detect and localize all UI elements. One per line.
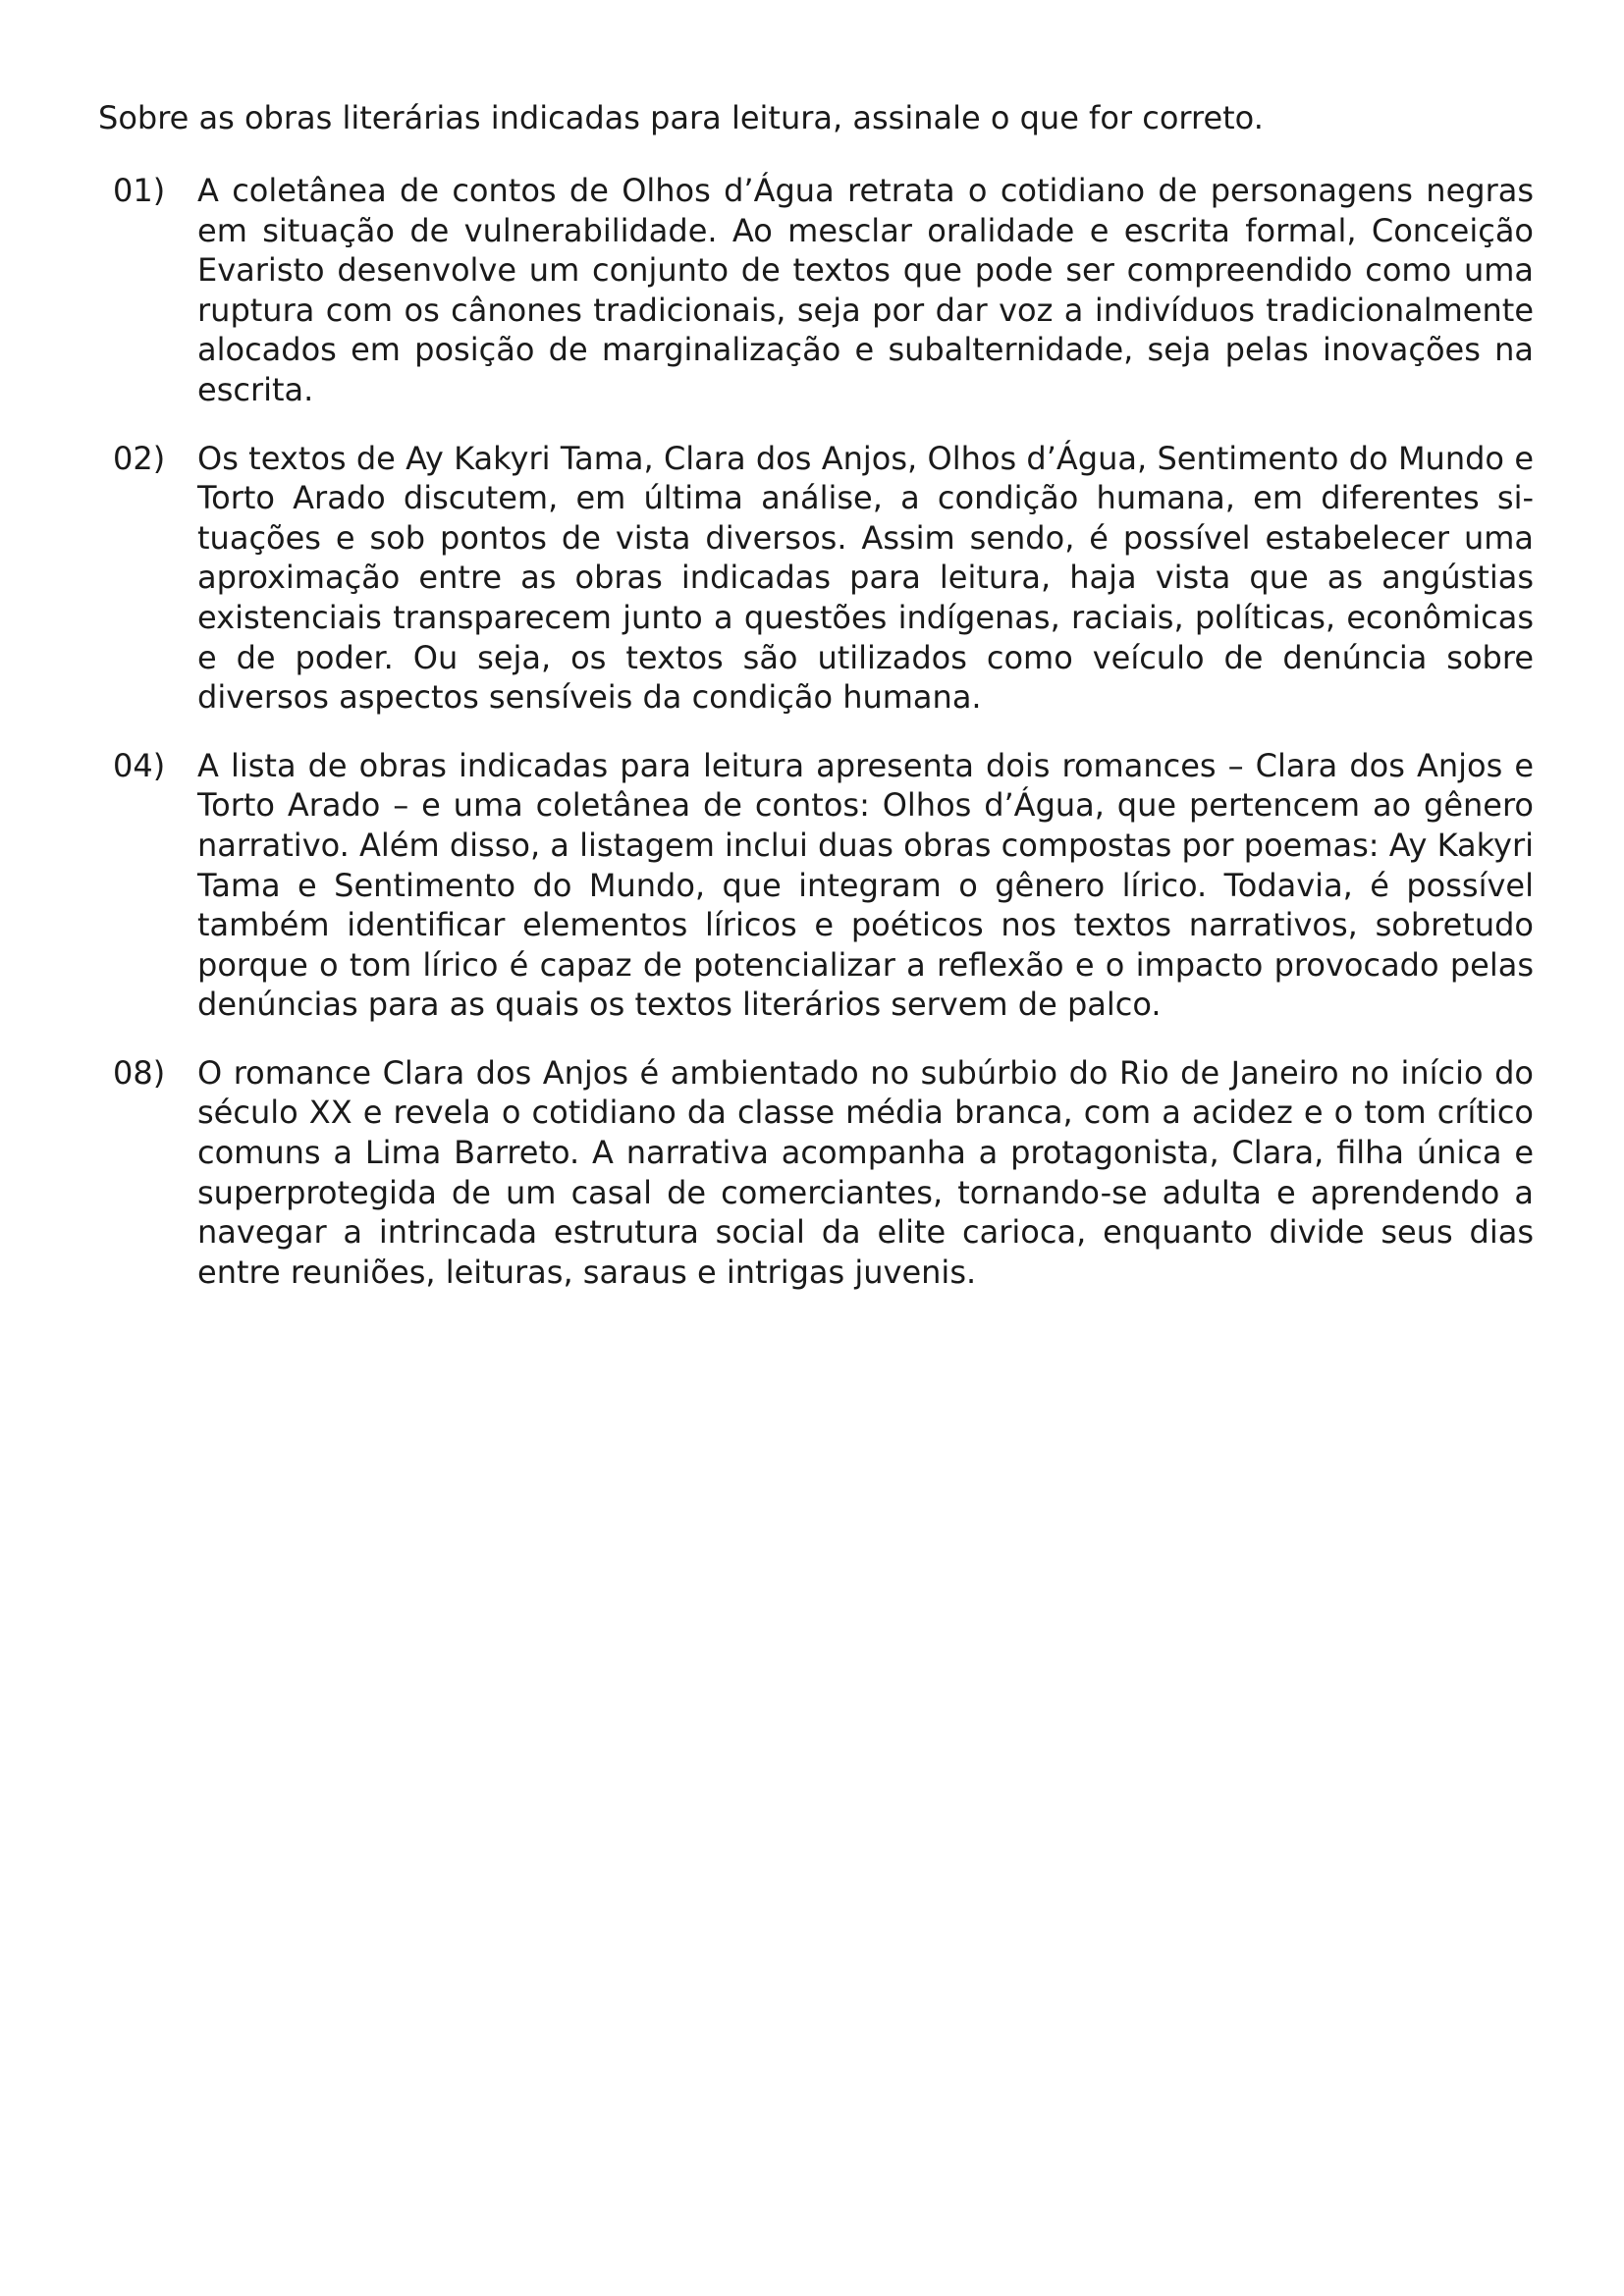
option-number: 04)	[113, 746, 166, 784]
option-text: A coletânea de contos de Olhos d’Água retrata o cotidiano de personagens negras em situação de vulnerabilidade. Ao mesclar oralidade e escrita formal, Conceição Evaristo desenvolve um conjunto de textos que pode ser compreendido como uma ruptura com os cânones tradicionais, seja por dar voz a indivíduos tradicionalmente alocados em posição de marginalização e subalternidade, seja pelas inovações na escrita.	[197, 172, 1534, 408]
question-page	[98, 98, 1534, 1320]
question-prompt: Sobre as obras literárias indicadas para leitura, assinale o que for correto.	[98, 99, 1264, 136]
option-text: Os textos de Ay Kakyri Tama, Clara dos Anjos, Olhos d’Água, Sentimento do Mundo e Torto Arado discutem, em última análise, a condição humana, em diferentes situações e sob pontos de vista diversos. Assim sendo, é possível estabelecer uma aproximação entre as obras indicadas para leitura, haja vista que as angústias existenciais transparecem junto a questões indígenas, raciais, políticas, econômicas e de poder. Ou seja, os textos são utilizados como veículo de denúncia sobre diversos aspectos sensíveis da condição humana.	[197, 439, 1534, 717]
option-item-02	[98, 439, 1534, 718]
option-item-01	[98, 171, 1534, 410]
option-number: 02)	[113, 439, 166, 477]
option-text: O romance Clara dos Anjos é ambientado no subúrbio do Rio de Janeiro no início do século XX e revela o cotidiano da classe média branca, com a acidez e o tom crítico comuns a Lima Barreto. A narrativa acompanha a protagonista, Clara, filha única e superprotegida de um casal de comerciantes, tornando-se adulta e aprendendo a navegar a intrincada estrutura social da elite carioca, enquanto divide seus dias entre reuniões, leituras, saraus e intrigas juvenis.	[197, 1053, 1534, 1291]
option-text: A lista de obras indicadas para leitura apresenta dois romances – Clara dos Anjos e Torto Arado – e uma coletânea de contos: Olhos d’Água, que pertencem ao gênero narrativo. Além disso, a listagem inclui duas obras compostas por poemas: Ay Kakyri Tama e Sentimento do Mundo, que integram o gênero lírico. Todavia, é possível também identificar elementos líricos e poéticos nos textos narrativos, sobretudo porque o tom lírico é capaz de potencializar a reflexão e o impacto provocado pelas denúncias para as quais os textos literários servem de palco.	[197, 746, 1534, 1024]
option-number: 08)	[113, 1053, 166, 1092]
option-number: 01)	[113, 172, 166, 209]
option-item-08	[98, 1053, 1534, 1293]
option-item-04	[98, 746, 1534, 1025]
